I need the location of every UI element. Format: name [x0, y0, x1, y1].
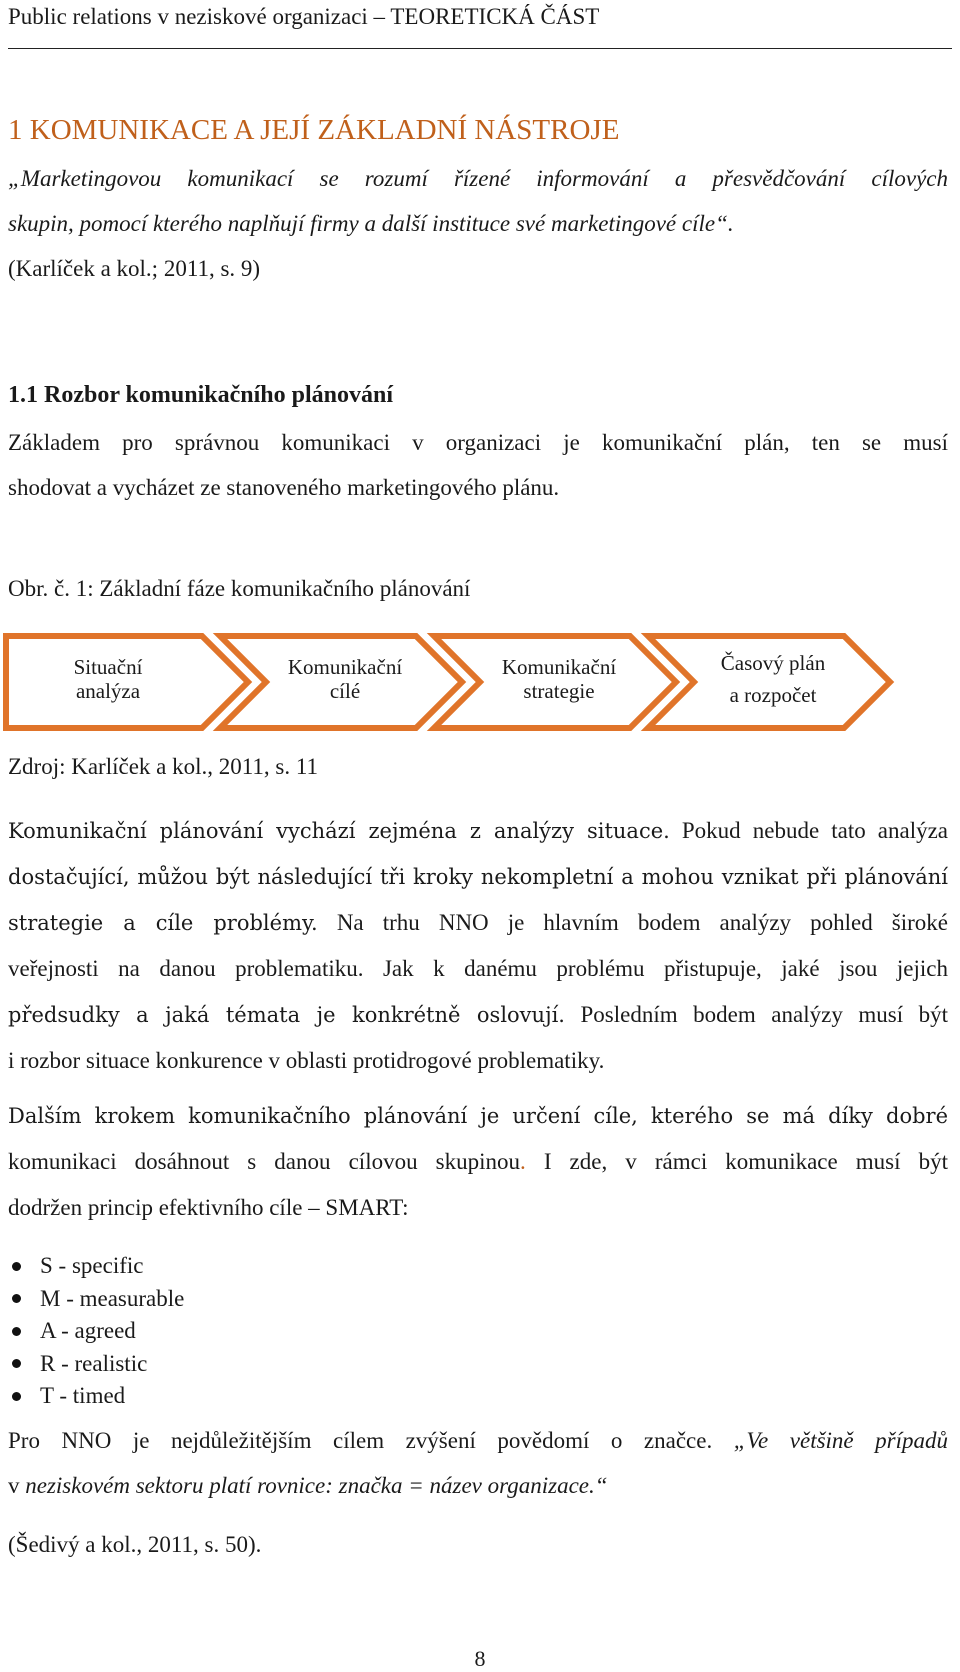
process-step-label: Situační	[73, 655, 143, 679]
bullet-icon	[12, 1327, 21, 1336]
quote-citation: (Karlíček a kol.; 2011, s. 9)	[8, 256, 261, 281]
list-item: R - realistic	[8, 1348, 184, 1381]
bullet-icon	[12, 1262, 21, 1271]
bullet-icon	[12, 1392, 21, 1401]
header-rule	[8, 48, 952, 49]
process-step-label: analýza	[75, 679, 141, 703]
paragraph-line: Základem pro správnou komunikaci v organizaci je komunikační plán, ten se musí	[8, 430, 948, 455]
process-step-label: Komunikační	[287, 655, 403, 679]
section-title: 1.1 Rozbor komunikačního plánování	[8, 382, 393, 408]
quote-line: skupin, pomocí kterého naplňují firmy a další instituce své marketingové cíle“.	[8, 211, 734, 236]
process-diagram	[0, 630, 960, 740]
process-step-label: strategie	[523, 679, 595, 703]
process-step-label: Komunikační	[501, 655, 617, 679]
brand-citation: (Šedivý a kol., 2011, s. 50).	[8, 1532, 262, 1557]
list-item: A - agreed	[8, 1315, 184, 1348]
process-step-arrow	[648, 636, 890, 728]
goal-paragraph: Dalším krokem komunikačního plánování je určení cíle, kterého se má díky dobré komunikaci dosáhnout s danou cílovou skupinou. I zde, v rámci komunikace musí být dodržen princip efektivního cíle – SMART:	[8, 1104, 948, 1220]
brand-paragraph: Pro NNO je nejdůležitějším cílem zvýšení povědomí o značce. „Ve většině případů v neziskovém sektoru platí rovnice: značka = název organizace.“	[8, 1428, 948, 1498]
bullet-icon	[12, 1294, 21, 1303]
page-number: 8	[474, 1646, 486, 1671]
figure-source: Zdroj: Karlíček a kol., 2011, s. 11	[8, 754, 319, 779]
bullet-icon	[12, 1359, 21, 1368]
list-item: S - specific	[8, 1250, 184, 1283]
running-header: Public relations v neziskové organizaci – TEORETICKÁ ČÁST	[8, 4, 600, 29]
process-step-label: cílé	[329, 679, 361, 703]
list-item: M - measurable	[8, 1283, 184, 1316]
smart-list	[8, 1250, 184, 1413]
analysis-paragraph: Komunikační plánování vychází zejména z analýzy situace. Pokud nebude tato analýza dostačující, můžou být následující tři kroky nekompletní a mohou vznikat při plánování strategie a cíle problémy. Na trhu NNO je hlavním bodem analýzy pohled široké veřejnosti na danou problematiku. Jak k danému problému přistupuje, jaké jsou jejich předsudky a jaká témata je konkrétně oslovují. Posledním bodem analýzy musí být i rozbor situace konkurence v oblasti protidrogové problematiky.	[8, 818, 949, 1073]
intro-quote	[8, 156, 948, 246]
process-step-label: a rozpočet	[729, 683, 817, 707]
figure-caption: Obr. č. 1: Základní fáze komunikačního plánování	[8, 576, 471, 601]
quote-line: „Marketingovou komunikací se rozumí řízené informování a přesvědčování cílových	[8, 166, 948, 191]
section-paragraph	[8, 420, 948, 510]
chapter-title: 1 KOMUNIKACE A JEJÍ ZÁKLADNÍ NÁSTROJE	[8, 114, 620, 146]
list-item: T - timed	[8, 1380, 184, 1413]
paragraph-line: shodovat a vycházet ze stanoveného marketingového plánu.	[8, 475, 560, 500]
process-step-label: Časový plán	[720, 651, 826, 675]
